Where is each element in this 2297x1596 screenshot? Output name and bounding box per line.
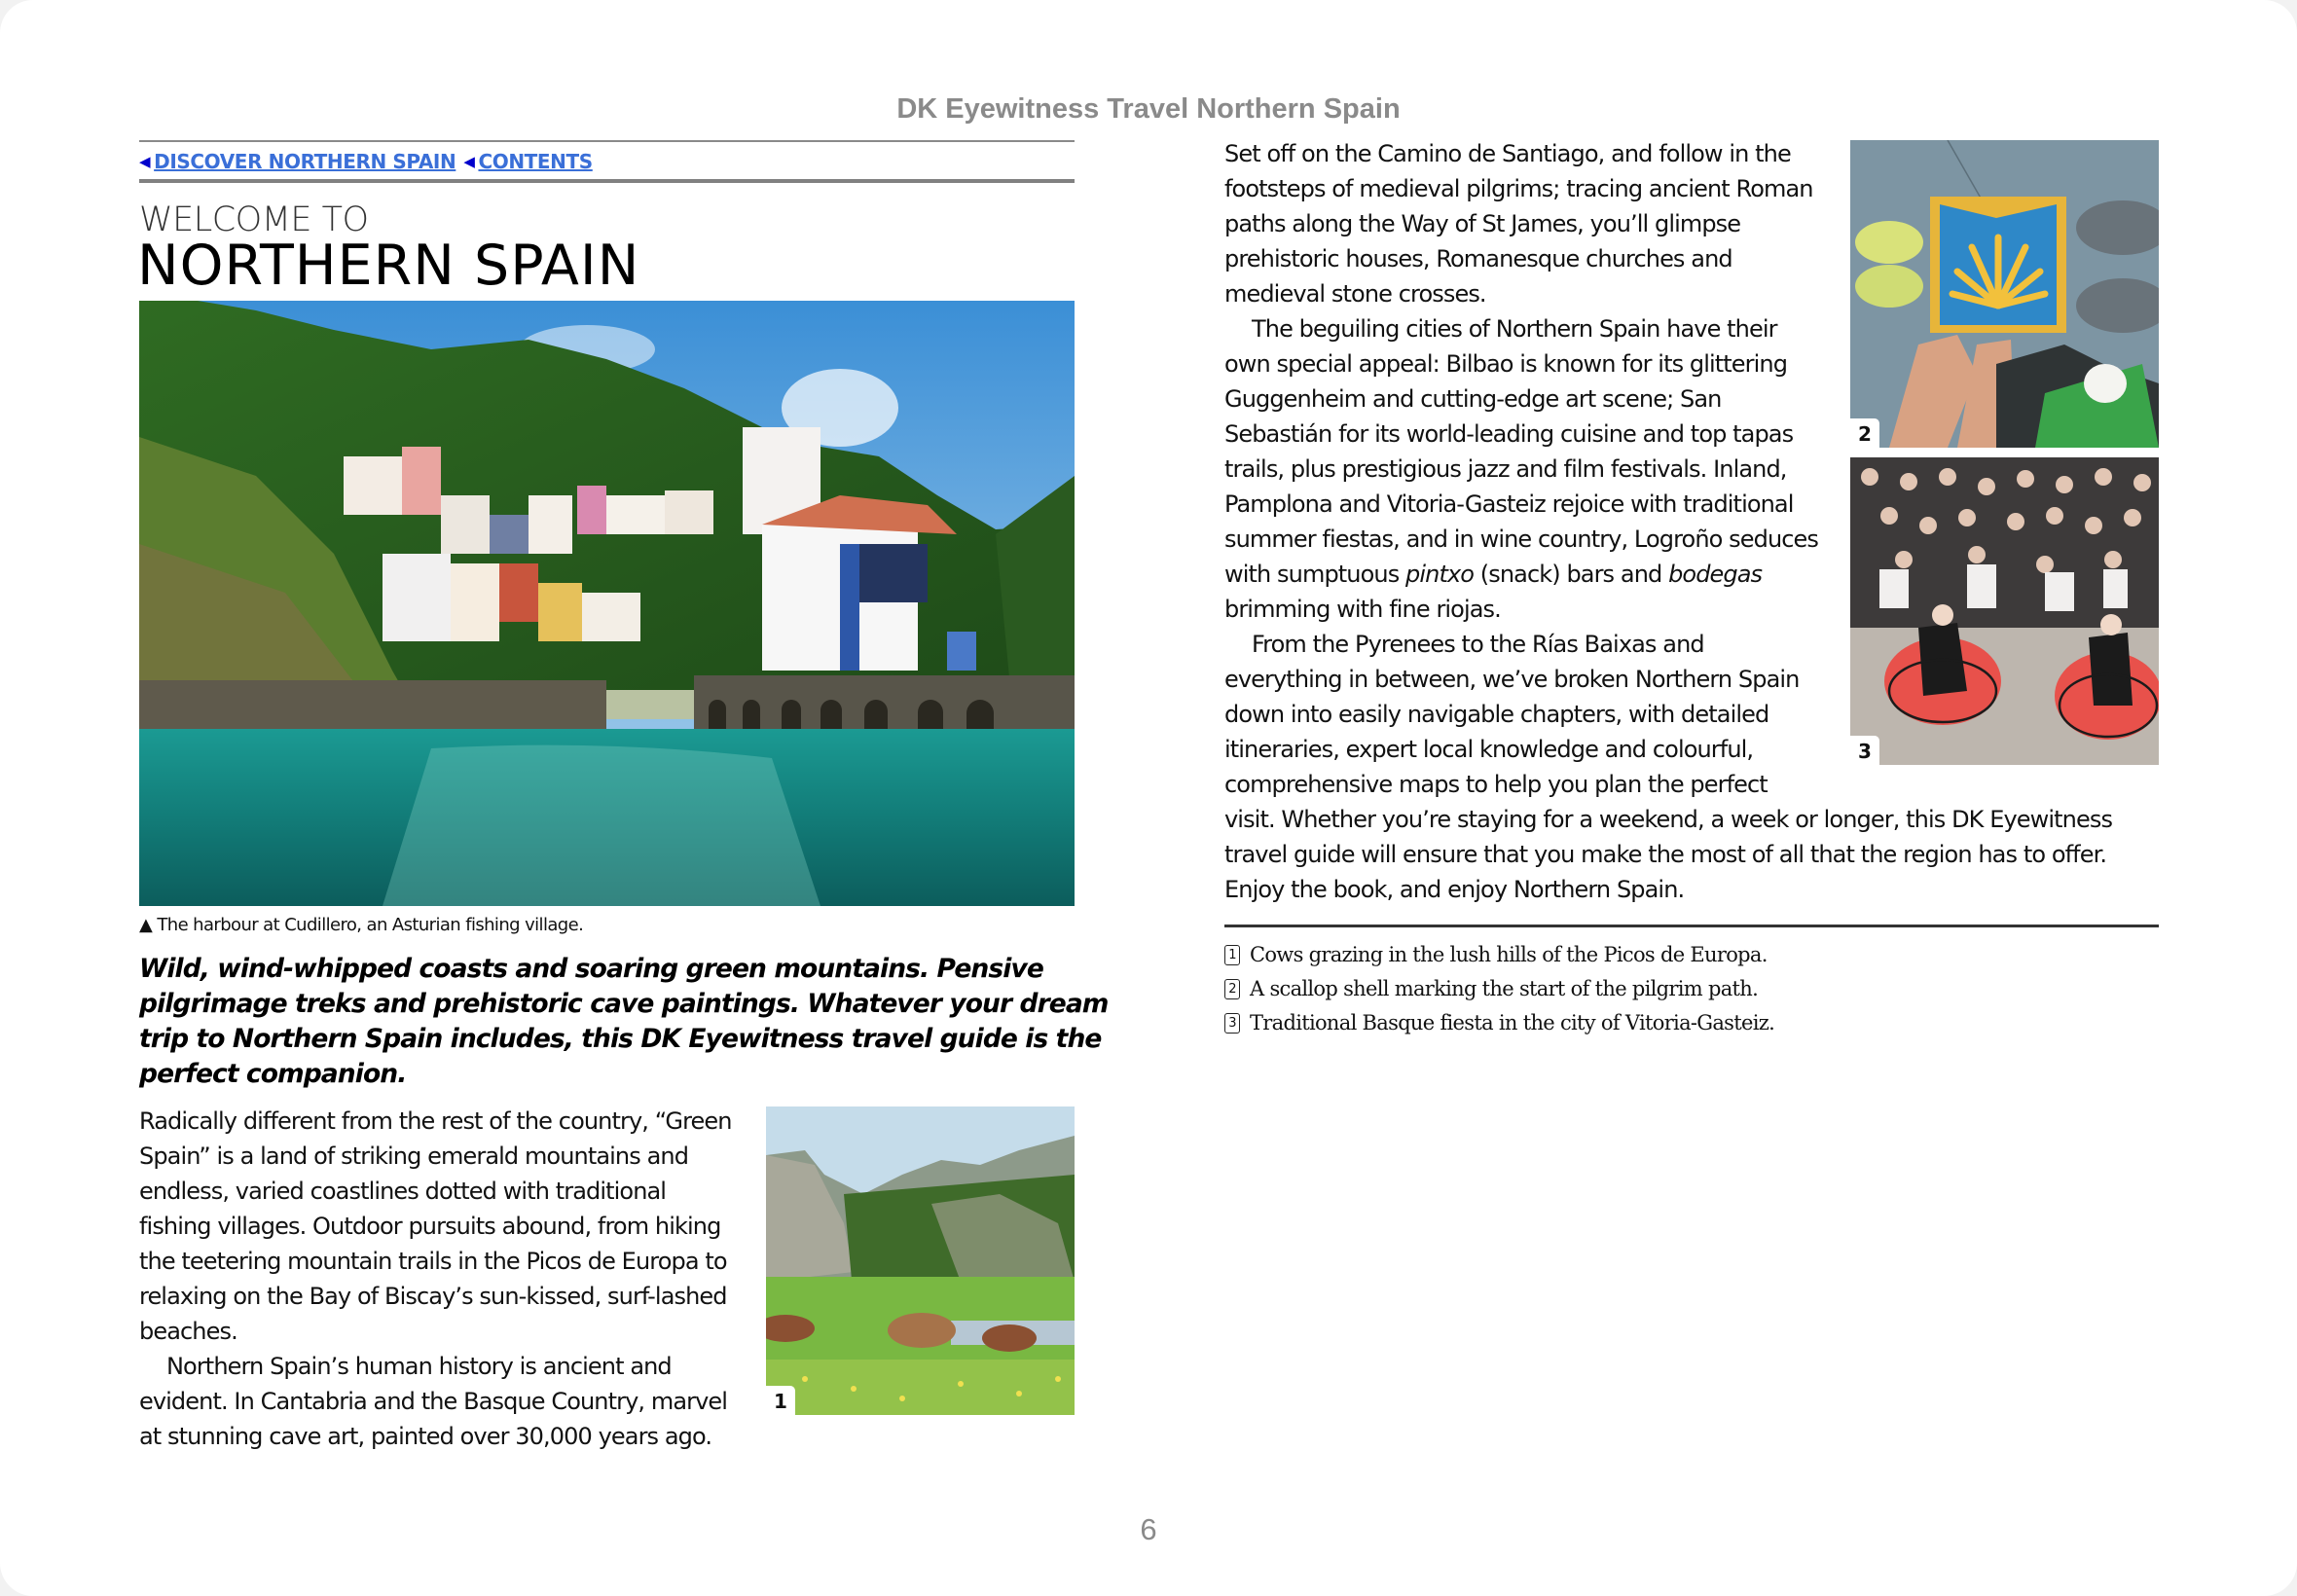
- body-line: at stunning cave art, painted over 30,000 years ago.: [139, 1423, 712, 1450]
- footnote-item: [1224, 972, 1774, 1006]
- link-contents[interactable]: CONTENTS: [478, 150, 593, 173]
- body-line: Set off on the Camino de Santiago, and follow in the: [1224, 140, 1791, 167]
- photo-number-badge: 3: [1850, 736, 1879, 765]
- photo-footnotes: [1224, 938, 1774, 1040]
- body-line: Pamplona and Vitoria-Gasteiz rejoice with traditional: [1224, 490, 1794, 518]
- body-line: footsteps of medieval pilgrims; tracing ancient Roman: [1224, 175, 1813, 202]
- footnote-item: [1224, 938, 1774, 972]
- hero-caption: [139, 915, 583, 935]
- body-line: summer fiestas, and in wine country, Logroño seduces: [1224, 526, 1819, 553]
- scallop-image: [1850, 140, 2159, 448]
- breadcrumb-nav: [139, 147, 601, 176]
- body-line: Radically different from the rest of the country, “Green: [139, 1107, 732, 1135]
- caption-triangle-icon: ▲: [139, 915, 153, 935]
- body-line: own special appeal: Bilbao is known for its glittering: [1224, 350, 1788, 378]
- harbour-image: [139, 301, 1075, 906]
- body-line: prehistoric houses, Romanesque churches and: [1224, 245, 1732, 272]
- body-line: trails, plus prestigious jazz and film festivals. Inland,: [1224, 455, 1787, 483]
- footnote-text: Cows grazing in the lush hills of the Picos de Europa.: [1250, 943, 1768, 966]
- intro-line: perfect companion.: [139, 1059, 407, 1089]
- caption-text: The harbour at Cudillero, an Asturian fishing village.: [157, 915, 584, 935]
- nav-bottom-rule: [139, 179, 1075, 183]
- back-triangle-icon: ◀: [139, 153, 151, 170]
- body-line: Sebastián for its world-leading cuisine and top tapas: [1224, 420, 1794, 448]
- body-line: The beguiling cities of Northern Spain have their: [1252, 315, 1777, 343]
- body-line: the teetering mountain trails in the Picos de Europa to: [139, 1248, 727, 1275]
- body-line: endless, varied coastlines dotted with traditional: [139, 1178, 667, 1205]
- hero-photo-cudillero: [139, 301, 1075, 906]
- page-number: 6: [1140, 1512, 1157, 1546]
- body-line: paths along the Way of St James, you’ll glimpse: [1224, 210, 1741, 237]
- body-line: evident. In Cantabria and the Basque Country, marvel: [139, 1388, 728, 1415]
- body-line: visit. Whether you’re staying for a weekend, a week or longer, this DK Eyewitness: [1224, 806, 2113, 833]
- book-title-header: DK Eyewitness Travel Northern Spain: [896, 93, 1401, 125]
- body-line: fishing villages. Outdoor pursuits abound, from hiking: [139, 1213, 721, 1240]
- body-line: down into easily navigable chapters, with detailed: [1224, 701, 1769, 728]
- page-title: NORTHERN SPAIN: [137, 234, 640, 298]
- body-line: travel guide will ensure that you make the most of all that the region has to offer.: [1224, 841, 2107, 868]
- photo-2-scallop-marker: [1850, 140, 2159, 448]
- body-line: comprehensive maps to help you plan the perfect: [1224, 771, 1768, 798]
- photo-number-badge: 2: [1850, 418, 1879, 448]
- body-line: medieval stone crosses.: [1224, 280, 1486, 308]
- cows-image: [766, 1106, 1075, 1415]
- body-line: Guggenheim and cutting-edge art scene; San: [1224, 385, 1722, 413]
- heading-kicker: WELCOME TO: [139, 200, 369, 239]
- back-triangle-icon: ◀: [463, 153, 475, 170]
- italic-term: pintxo: [1405, 561, 1475, 588]
- body-text-left: [139, 1104, 732, 1454]
- photo-number-badge: 1: [766, 1386, 795, 1415]
- body-line: Enjoy the book, and enjoy Northern Spain.: [1224, 876, 1685, 903]
- link-discover-northern-spain[interactable]: DISCOVER NORTHERN SPAIN: [154, 150, 456, 173]
- footnote-text: Traditional Basque fiesta in the city of Vitoria-Gasteiz.: [1250, 1011, 1775, 1034]
- footnote-text: A scallop shell marking the start of the pilgrim path.: [1250, 977, 1759, 1000]
- italic-term: bodegas: [1668, 561, 1763, 588]
- body-line: Spain” is a land of striking emerald mountains and: [139, 1143, 689, 1170]
- text-run: (snack) bars and: [1474, 561, 1669, 588]
- photo-1-cows: [766, 1106, 1075, 1415]
- body-line: Northern Spain’s human history is ancient and: [166, 1353, 672, 1380]
- body-line: From the Pyrenees to the Rías Baixas and: [1252, 631, 1704, 658]
- nav-top-rule: [139, 140, 1075, 142]
- text-run: with sumptuous: [1224, 561, 1406, 588]
- body-line: beaches.: [139, 1318, 237, 1345]
- footnote-item: [1224, 1006, 1774, 1040]
- photo-3-basque-fiesta: [1850, 457, 2159, 765]
- footnote-number-box: 2: [1224, 979, 1240, 999]
- footnote-number-box: 3: [1224, 1013, 1240, 1034]
- body-line: everything in between, we’ve broken Northern Spain: [1224, 666, 1800, 693]
- intro-line: Wild, wind-whipped coasts and soaring green mountains. Pensive: [139, 954, 1043, 984]
- intro-standfirst: [139, 952, 1109, 1092]
- body-line: brimming with fine riojas.: [1224, 596, 1501, 623]
- body-line: relaxing on the Bay of Biscay’s sun-kissed, surf-lashed: [139, 1283, 727, 1310]
- body-line: itineraries, expert local knowledge and colourful,: [1224, 736, 1754, 763]
- fiesta-image: [1850, 457, 2159, 765]
- intro-line: trip to Northern Spain includes, this DK Eyewitness travel guide is the: [139, 1024, 1102, 1054]
- intro-line: pilgrimage treks and prehistoric cave paintings. Whatever your dream: [139, 989, 1109, 1019]
- footnote-number-box: 1: [1224, 945, 1240, 965]
- footnote-divider: [1224, 925, 2159, 927]
